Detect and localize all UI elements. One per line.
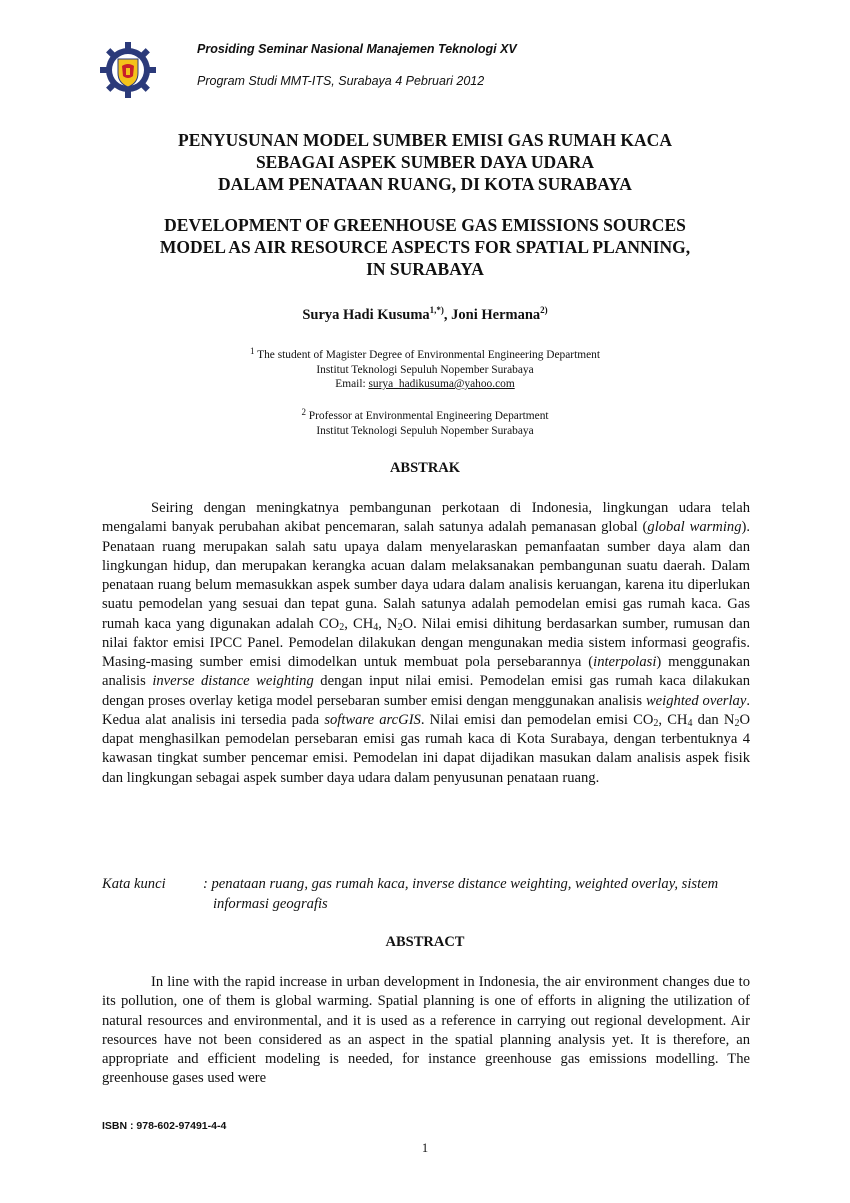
affiliation-number: 2 <box>301 407 306 417</box>
affiliation-dept: The student of Magister Degree of Environmental Engineering Department <box>257 349 601 361</box>
affiliation-number: 1 <box>249 346 255 356</box>
author-name: Surya Hadi Kusuma <box>302 307 430 323</box>
title-line: IN SURABAYA <box>366 259 484 279</box>
title-line: DEVELOPMENT OF GREENHOUSE GAS EMISSIONS SOURCES <box>164 215 686 235</box>
author-footnote: 2) <box>540 305 548 315</box>
text-run: O dapat menghasilkan pemodelan persebaran emisi gas rumah kaca di Kota Surabaya, dengan terbentuknya 4 kawasan tingkat sumber pencemar emisi. Pemodelan ini dapat dijadikan masukan dalam analisis aspek fisik dan lingkungan sebagai aspek sumber daya udara dalam penyusunan penataan ruang. <box>102 711 750 786</box>
email-link[interactable]: surya_hadikusuma@yahoo.com <box>368 378 515 390</box>
author-footnote: 1,*) <box>429 305 444 315</box>
author-name: Joni Hermana <box>451 307 541 323</box>
title-line: SEBAGAI ASPEK SUMBER DAYA UDARA <box>255 152 595 172</box>
affiliation-dept: Professor at Environmental Engineering Department <box>308 410 549 422</box>
subscript: 2 <box>653 717 659 729</box>
text-run: , N <box>378 615 398 632</box>
subscript: 2 <box>339 621 345 633</box>
abstrak-paragraph <box>102 499 750 788</box>
italic-term: global warming <box>647 519 742 536</box>
subscript: 4 <box>373 621 379 633</box>
title-line: PENYUSUNAN MODEL SUMBER EMISI GAS RUMAH KACA <box>178 130 672 150</box>
affiliation-2 <box>0 405 850 438</box>
program-line: Program Studi MMT-ITS, Surabaya 4 Pebruari 2012 <box>197 74 485 88</box>
text-run: Seiring dengan meningkatnya pembangunan perkotaan di Indonesia, lingkungan udara telah mengalami banyak perubahan akibat pencemaran, salah satunya adalah pemanasan global ( <box>102 500 750 536</box>
keywords-text: : penataan ruang, gas rumah kaca, inverse distance weighting, weighted overlay, sistem informasi geografis <box>203 876 719 912</box>
text-run: O. Nilai emisi dihitung berdasarkan sumber, rumusan dan nilai faktor emisi IPCC Panel. Pemodelan dilakukan dengan mengunakan media sistem informasi geografis. Masing-masing sumber emisi dimodelkan untuk membuat pola persebarannya ( <box>102 615 750 670</box>
affiliation-institute: Institut Teknologi Sepuluh Nopember Surabaya <box>316 424 534 437</box>
abstract-heading: ABSTRACT <box>385 934 465 950</box>
affiliation-institute: Institut Teknologi Sepuluh Nopember Surabaya <box>316 363 534 376</box>
text-run: . Kedua alat analisis ini tersedia pada <box>102 692 750 728</box>
author-separator: , <box>443 307 452 323</box>
text-run: dengan input nilai emisi. Pemodelan emisi gas rumah kaca dilakukan dengan proses overlay ketiga model persebaran sumber emisi dengan menggunakan analisis <box>102 673 750 709</box>
italic-term: interpolasi <box>593 654 657 670</box>
keywords-label: Kata kunci <box>102 876 166 892</box>
italic-term: weighted overlay <box>645 692 747 709</box>
authors <box>0 305 850 324</box>
abstrak-body <box>102 499 750 788</box>
subscript: 4 <box>687 717 693 729</box>
italic-term: software arcGIS <box>324 711 421 728</box>
text-run: dan N <box>692 711 735 728</box>
abstract-body <box>102 973 750 1089</box>
abstract-paragraph: In line with the rapid increase in urban development in Indonesia, the air environment changes due to its pollution, one of them is global warming. Spatial planning is one of efforts in aligning the utilization of natural resources and environmental, and it is used as a reference in carrying out regional development. Air resources have not been considered as an aspect in the spatial planning analysis yet. It is therefore, an appropriate and efficient modeling is needed, for instance greenhouse gas emissions modelling. The greenhouse gases used were <box>102 974 750 1087</box>
text-run: , CH <box>658 711 688 728</box>
title-line: DALAM PENATAAN RUANG, DI KOTA SURABAYA <box>218 174 632 194</box>
isbn: ISBN : 978-602-97491-4-4 <box>102 1120 227 1132</box>
title-line: MODEL AS AIR RESOURCE ASPECTS FOR SPATIAL PLANNING, <box>159 237 691 257</box>
subscript: 2 <box>397 621 403 633</box>
its-logo-icon <box>100 42 156 98</box>
italic-term: inverse distance weighting <box>152 673 314 690</box>
title-indonesian <box>0 129 850 195</box>
affiliation-1 <box>0 344 850 392</box>
text-run: . Nilai emisi dan pemodelan emisi CO <box>420 711 654 728</box>
text-run: ) menggunakan analisis <box>102 654 750 690</box>
abstrak-heading: ABSTRAK <box>389 460 461 476</box>
proceedings-title: Prosiding Seminar Nasional Manajemen Teknologi XV <box>197 42 517 56</box>
subscript: 2 <box>734 717 740 729</box>
title-english <box>0 214 850 280</box>
text-run: ). Penataan ruang merupakan salah satu upaya dalam menyelaraskan pemanfaatan sumber daya alam dan lingkungan hidup, dan merupakan kerangka acuan dalam melaksanakan pembangunan suatu daerah. Dalam penataan ruang belum memasukkan aspek sumber daya udara dalam analisis keruangan, karena itu diperlukan suatu pemodelan yang sesuai dan tepat guna. Salah satunya adalah pemodelan emisi gas rumah kaca. Gas rumah kaca yang digunakan adalah CO <box>102 519 751 632</box>
email-label: Email: <box>335 378 369 390</box>
text-run: , CH <box>344 615 374 632</box>
page-number: 1 <box>421 1141 429 1155</box>
